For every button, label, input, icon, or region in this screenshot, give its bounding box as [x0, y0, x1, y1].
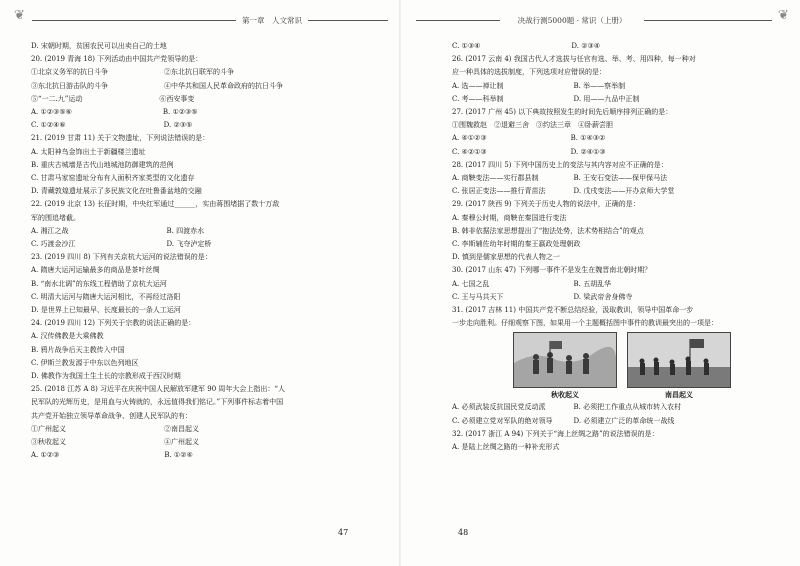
page-number: 48 [458, 528, 469, 537]
text-line: A. 秦穆公时期，商鞅在秦国进行变法 [452, 213, 567, 222]
text-line: A. 商鞅变法——实行郡县制 B. 王安石变法——保甲保马法 [452, 174, 668, 183]
text-line: A. 太阳神鸟金饰出土于新疆楼兰遗址 [31, 147, 146, 156]
text-line: ①广州起义 ②南昌起义 [31, 424, 199, 433]
question-column-right [452, 40, 792, 454]
text-line: C. 考——科举制 D. 用——九品中正制 [452, 94, 640, 103]
header-rule [32, 20, 236, 21]
text-line: ③秋收起义 ④广州起义 [31, 438, 199, 447]
text-line: 27. (2017 广州 45) 以下典故按照发生的时间先后顺序排列正确的是： [452, 108, 673, 117]
text-line: 22. (2019 北京 13) 长征时期，中央红军通过______，实由蒋围堵据了数十万敌 [31, 200, 280, 209]
text-line: A. ①②③⑤⑥ B. ①②③⑤ [31, 108, 198, 117]
right-page [400, 0, 800, 566]
autumn-harvest-uprising-photo [513, 332, 617, 388]
text-line: 28. (2017 四川 5) 下列中国历史上的变法与其内容对应不正确的是： [452, 160, 668, 169]
text-line: C. 伊斯兰教发源于中东以色列地区 [31, 358, 139, 367]
leaf-ornament-icon: ❦ [14, 8, 25, 23]
text-line: 30. (2017 山东 47) 下列哪一事件不是发生在魏晋南北朝时期？ [452, 266, 652, 275]
leaf-ornament-icon: ❦ [778, 8, 789, 23]
page-number: 47 [338, 528, 349, 537]
text-line: D. 佛教作为我国土生土长的宗教形成于西汉时期 [31, 372, 181, 381]
text-line: A. 七国之乱 B. 五胡乱华 [452, 279, 612, 288]
text-line: 32. (2017 浙江 A 94) 下列关于“海上丝绸之路”的说法错误的是： [452, 429, 659, 438]
text-line: B. 重庆古城墙是古代山地城池防御建筑的范例 [31, 160, 174, 169]
text-line: 31. (2017 吉林 11) 中国共产党不断总结经验，汲取教训，领导中国革命一步 [452, 306, 694, 315]
text-line: A. ④①②③ B. ①④③② [452, 134, 606, 143]
text-line: C. 甘肃马家窑遗址分布有人面积齐家类型的文化遗存 [31, 174, 195, 183]
questions-top [452, 40, 792, 330]
photo-row [452, 332, 792, 388]
text-line: 26. (2017 云南 4) 我国古代人才选拔与任官有选、举、考、用四种，每一种对 [452, 55, 696, 64]
text-line: C. ①②④⑥ D. ②③⑤ [31, 121, 193, 130]
text-line: ③东北抗日游击队的斗争 ④中华共和国人民革命政府的抗日斗争 [31, 81, 283, 90]
text-line: A. 汉传佛教是大乘佛教 [31, 332, 104, 341]
text-line: A. 湘江之战 B. 四渡赤水 [31, 226, 205, 235]
text-line: A. ①②③ B. ①②④ [31, 451, 193, 460]
text-line: 20. (2019 青海 18) 下列活动由中国共产党领导的是： [31, 55, 203, 64]
text-line: ①围魏救赵 ②退避三舍 ③约法三章 ④卧薪尝胆 [452, 121, 613, 130]
text-line: 一步走向胜利。仔细观察下图，如果用一个主题概括图中事件的教训最突出的一项是： [452, 319, 718, 328]
header-rule [644, 20, 772, 21]
text-line: C. 张居正变法——推行青苗法 D. 戊戌变法——开办京师大学堂 [452, 187, 675, 196]
header-book-title: 决战行测5000题 · 常识（上册） [517, 15, 627, 25]
text-line: 25. (2018 江苏 A 8) 习近平在庆祝中国人民解放军建军 90 周年大会上指出：“人 [31, 385, 285, 394]
text-line: C. ①③④ D. ②③④ [452, 42, 601, 50]
text-line: C. 必须建立党对军队的绝对领导 D. 必须建立广泛的革命统一战线 [452, 416, 675, 425]
text-line: B. 韩非依据法家思想提出了“抱法处势，法术势相结合”的观点 [452, 226, 644, 235]
photo-captions [452, 389, 792, 401]
text-line: D. 宋朝时期，贫困农民可以出卖自己的土地 [31, 42, 167, 50]
question-column-left [31, 40, 386, 463]
text-line: D. 是世界上已知最早、长度最长的一条人工运河 [31, 306, 181, 315]
text-line: ①北京义务军的抗日斗争 ②东北抗日联军的斗争 [31, 68, 234, 77]
text-line: 23. (2019 四川 8) 下列有关京杭大运河的说法错误的是： [31, 253, 212, 262]
text-line: A. 选——禅让制 B. 举——察举制 [452, 81, 626, 90]
text-line: A. 是陆上丝绸之路的一种补充形式 [452, 443, 560, 452]
photo-caption-left: 秋收起义 [551, 390, 579, 400]
text-line: 民军队的光辉历史，是用血与火铸就的，永远值得我们铭记。”下列事件标志着中国 [31, 398, 284, 407]
text-line: 24. (2019 四川 12) 下列关于宗教的说法正确的是： [31, 319, 196, 328]
text-line: C. 明清大运河与隋唐大运河相比，不再经过洛阳 [31, 292, 181, 301]
text-line: 共产党开始独立领导革命战争、创建人民军队的有： [31, 411, 192, 420]
text-line: 应一种具体的选拔制度，下列选项对应错误的是： [452, 68, 606, 77]
header-chapter: 第一章 人文常识 [242, 15, 302, 25]
text-line: ⑤“一二.九”运动 ⑥西安事变 [31, 94, 195, 103]
text-line: 21. (2019 甘肃 11) 关于文物遗址，下列说法错误的是： [31, 134, 210, 143]
questions-bottom [452, 401, 792, 454]
photo-caption-right: 南昌起义 [665, 390, 693, 400]
text-line: C. 李斯辅佐幼年时期的秦王嬴政处理朝政 [452, 240, 581, 249]
text-line: D. 青藏敦煌遗址展示了多民族文化在吐鲁番盆地的交融 [31, 187, 202, 196]
text-line: B. “南水北调”的东线工程借助了京杭大运河 [31, 279, 167, 288]
header-rule [308, 20, 388, 21]
text-line: B. 鸦片战争后天主教传入中国 [31, 345, 125, 354]
text-line: D. 慎到是儒家思想的代表人物之一 [452, 253, 560, 262]
text-line: A. 必须武装反抗国民党反动派 B. 必须把工作重点从城市转入农村 [452, 403, 682, 412]
text-line: A. 隋唐大运河运输最多的商品是茶叶丝绸 [31, 266, 160, 275]
text-line: C. 巧渡金沙江 D. 飞夺泸定桥 [31, 240, 212, 249]
text-line: 军的围追堵截。 [31, 213, 80, 222]
text-line: C. 王与马共天下 D. 梁武帝舍身佛寺 [452, 292, 633, 301]
nanchang-uprising-photo [627, 332, 731, 388]
header-rule [416, 20, 500, 21]
text-line: 29. (2017 陕西 9) 下列关于历史人物的说法中，正确的是： [452, 200, 640, 209]
text-line: C. ④②①③ D. ②④①③ [452, 147, 606, 156]
